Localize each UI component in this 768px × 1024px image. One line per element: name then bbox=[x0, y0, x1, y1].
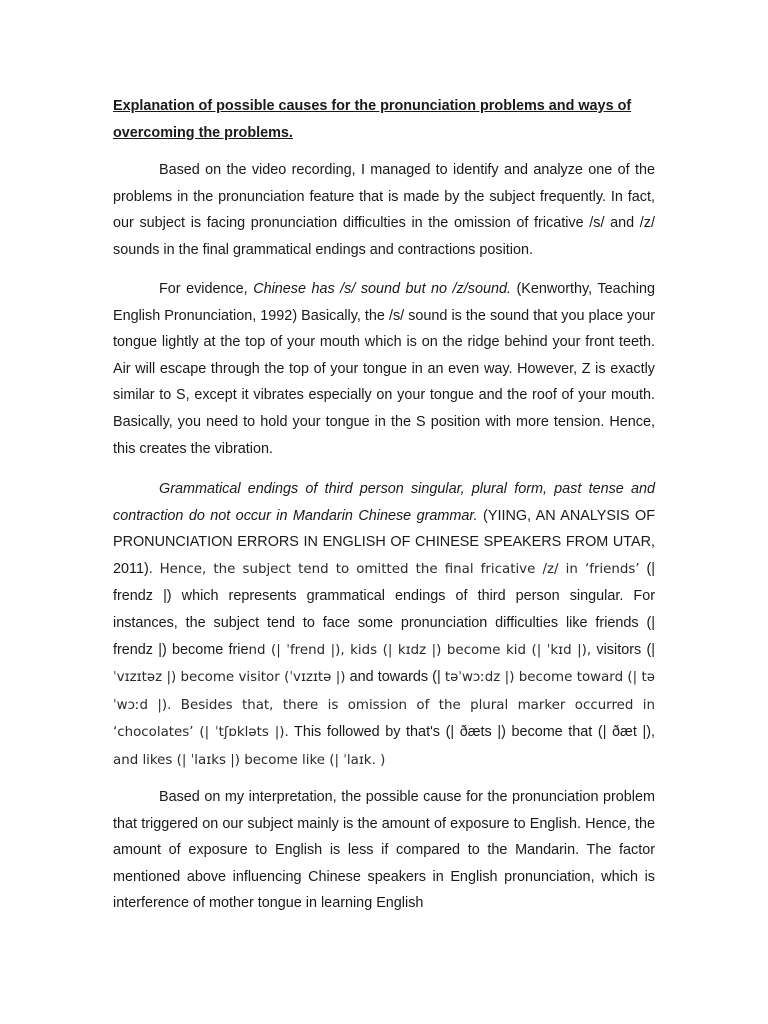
paragraph-intro: Based on the video recording, I managed to identify and analyze one of the problems in the pronunciation feature that is made by the subject frequently. In fact, our subject is facing pronunciation difficulties in the omission of fricative /s/ and /z/ sounds in the final grammatical endings and contractions position. bbox=[113, 162, 655, 258]
example-thats: This followed by that's (| ðæts |) become that (| ðæt |), bbox=[288, 724, 655, 741]
citation: (YIING, AN ANALYSIS OF PRONUNCIATION ERRORS IN ENGLISH OF CHINESE SPEAKERS FROM UTAR, 2011). bbox=[113, 507, 656, 577]
evidence-lead: For evidence, bbox=[159, 281, 254, 297]
example-visitors: ˈvɪzɪtəz |) become visitor (ˈvɪzɪtə |) bbox=[113, 670, 346, 686]
sentence-examples: (| frendz |) which represents grammatical endings of third person singular. For instances, the subject tend to face some pronunciation difficulties like friends (| frendz |) become frie bbox=[113, 560, 656, 658]
paragraph-evidence bbox=[113, 276, 655, 462]
example-likes: and likes (| ˈlaɪks |) become like (| ˈlaɪk. ) bbox=[113, 752, 386, 768]
paragraph-grammatical-endings bbox=[113, 476, 655, 775]
section-heading: Explanation of possible causes for the pronunciation problems and ways of overcoming the problems. bbox=[113, 98, 632, 141]
paragraph-interpretation: Based on my interpretation, the possible cause for the pronunciation problem that triggered on our subject mainly is the amount of exposure to English. Hence, the amount of exposure to English is less if compared to the Mandarin. The factor mentioned above influencing Chinese speakers in English pronunciation, which is interference of mother tongue in learning English bbox=[113, 789, 655, 912]
grammar-italic: Grammatical endings of third person singular, plural form, past tense and contraction do not occur in Mandarin Chinese grammar. bbox=[113, 481, 655, 524]
example-towards-lead: and towards (| bbox=[345, 669, 445, 686]
sentence-omission: Hence, the subject tend to omitted the final fricative /z/ in ‘friends’ bbox=[159, 561, 640, 577]
evidence-italic: Chinese has /s/ sound but no /z/sound. bbox=[253, 281, 511, 297]
example-towards-chocolates: təˈwɔːdz |) become toward (| təˈwɔːd |). Besides that, there is omission of the plural marker occurred in ‘chocolates’ (| ˈtʃɒkləts |). bbox=[113, 670, 655, 741]
evidence-rest: (Kenworthy, Teaching English Pronunciation, 1992) Basically, the /s/ sound is the sound that you place your tongue lightly at the top of your mouth which is on the ridge behind your front teeth. Air will escape through the top of your tongue in an even way. However, Z is exactly similar to S, except it vibrates especially on your tongue and the roof of your mouth. Basically, you need to hold your tongue in the S position with more tension. Hence, this creates the vibration. bbox=[113, 281, 655, 457]
example-friend-kid: nd (| ˈfrend |), kids (| kɪdz |) become kid (| ˈkɪd |), bbox=[248, 642, 592, 658]
example-visitors-lead: visitors (| bbox=[591, 641, 655, 658]
